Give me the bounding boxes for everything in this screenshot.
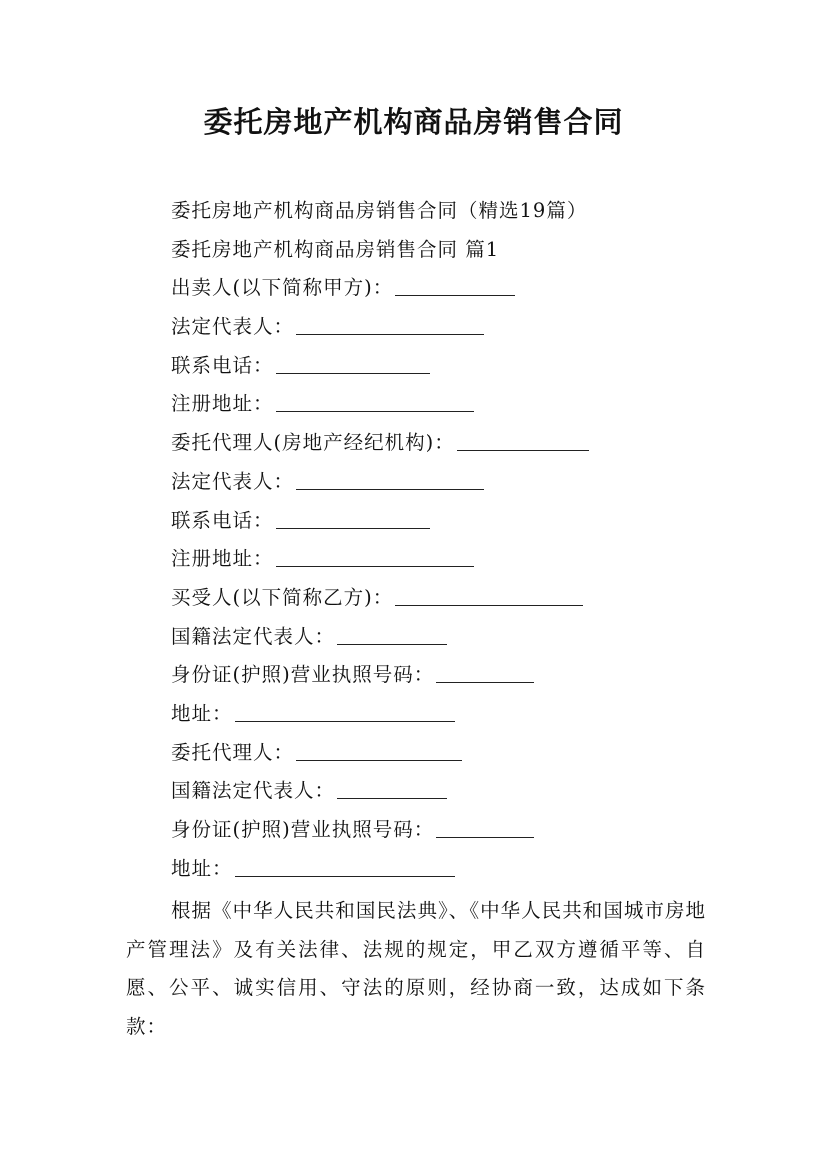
field-buyer xyxy=(171,579,731,618)
field-buyer-address xyxy=(171,695,731,734)
field-label: 地址： xyxy=(171,856,233,880)
field-label: 联系电话： xyxy=(171,353,274,377)
field-label: 注册地址： xyxy=(171,547,274,571)
line-text: 委托房地产机构商品房销售合同（精选19篇） xyxy=(171,199,588,222)
field-agent xyxy=(171,424,731,463)
field-label: 身份证(护照)营业执照号码： xyxy=(171,663,435,687)
field-phone xyxy=(171,347,731,386)
fill-blank xyxy=(436,813,534,838)
fill-blank xyxy=(235,852,455,877)
field-buyer-agent xyxy=(171,734,731,773)
fill-blank xyxy=(276,542,474,567)
body-paragraph: 根据《中华人民共和国民法典》、《中华人民共和国城市房地产管理法》及有关法律、法规的规定，甲乙双方遵循平等、自愿、公平、诚实信用、守法的原则，经协商一致，达成如下条款： xyxy=(126,899,706,1039)
field-address xyxy=(171,385,731,424)
field-label: 委托代理人(房地产经纪机构)： xyxy=(171,431,455,455)
field-id-number xyxy=(171,656,731,695)
field-legal-rep xyxy=(171,308,731,347)
field-label: 联系电话： xyxy=(171,508,274,532)
document-title: 委托房地产机构商品房销售合同 xyxy=(203,105,624,139)
field-label: 法定代表人： xyxy=(171,315,295,339)
fill-blank xyxy=(436,658,534,683)
fill-blank xyxy=(296,736,462,761)
field-nationality xyxy=(171,618,731,657)
field-id-number-2 xyxy=(171,811,731,850)
fill-blank xyxy=(276,504,430,529)
subtitle-line xyxy=(171,192,731,231)
field-label: 国籍法定代表人： xyxy=(171,779,336,803)
fill-blank xyxy=(337,620,447,645)
fill-blank xyxy=(296,310,484,335)
field-label: 买受人(以下简称乙方)： xyxy=(171,585,394,609)
field-label: 出卖人(以下简称甲方)： xyxy=(171,276,394,300)
field-nationality-2 xyxy=(171,772,731,811)
field-address-2 xyxy=(171,850,731,889)
field-label: 身份证(护照)营业执照号码： xyxy=(171,818,435,841)
field-label: 地址： xyxy=(171,701,233,725)
fill-blank xyxy=(395,581,583,606)
fill-blank xyxy=(337,774,447,799)
field-agent-legal-rep xyxy=(171,463,731,502)
fill-blank xyxy=(276,349,430,374)
fill-blank xyxy=(276,387,474,412)
line-text: 委托房地产机构商品房销售合同 篇1 xyxy=(171,237,500,261)
field-label: 注册地址： xyxy=(171,392,274,416)
field-agent-phone xyxy=(171,502,731,541)
field-seller xyxy=(171,269,731,308)
contract-fields xyxy=(171,192,731,888)
fill-blank xyxy=(235,697,455,722)
field-agent-address xyxy=(171,540,731,579)
fill-blank xyxy=(457,426,589,451)
fill-blank xyxy=(395,271,515,296)
field-label: 委托代理人： xyxy=(171,740,295,764)
field-label: 国籍法定代表人： xyxy=(171,624,336,648)
field-label: 法定代表人： xyxy=(171,469,295,493)
section-heading xyxy=(171,231,731,270)
fill-blank xyxy=(296,465,484,490)
